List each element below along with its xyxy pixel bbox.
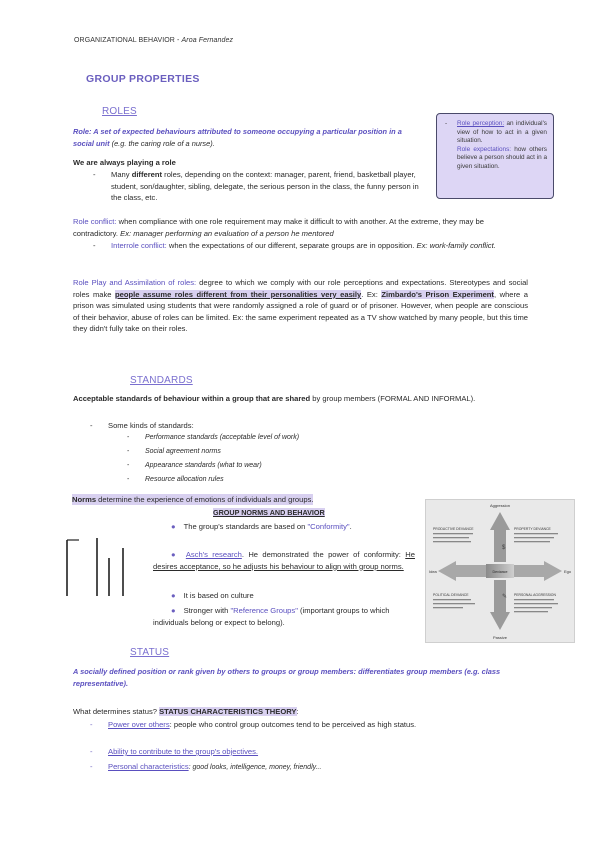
status-bullet-3 (90, 761, 322, 774)
list-item: - Social agreement norms (127, 448, 221, 455)
bullet-text-rest: roles, depending on the context: manager, parent, friend, basketball player, student, son/daughter, sibling, delegate, the serious person in the class, the funny person in the class, etc. (111, 170, 419, 202)
interrole-example: Ex: work-family conflict. (414, 241, 496, 250)
asch-research-link[interactable]: Asch's research (185, 550, 242, 559)
perception-label: Role perception: (457, 120, 505, 127)
interrole-text: when the expectations of our different, separate groups are in opposition. (166, 241, 415, 250)
dash-marker: - (90, 762, 93, 771)
status-definition: A socially defined position or rank given by others to groups or group members: differentiates group members (e.g. class representative). (73, 667, 501, 688)
role-conflict (73, 216, 528, 239)
page-title: GROUP PROPERTIES (86, 73, 200, 85)
bullet-text: : people who control group outcomes tend to be perceived as high status. (169, 720, 417, 729)
standard-item: Social agreement norms (145, 448, 221, 455)
diagram-bottom-label: Passive (492, 635, 508, 640)
role-callout-box (436, 113, 554, 199)
bullet-text: Many (111, 170, 132, 179)
arrow-mark-down: ✎ (502, 594, 508, 600)
deviance-diagram (425, 499, 575, 643)
group-norms-heading: GROUP NORMS AND BEHAVIOR (213, 508, 325, 517)
roles-heading: ROLES (102, 106, 137, 117)
bullet-dot: ● (171, 522, 176, 531)
kinds-bullet (90, 420, 194, 431)
bullet-dot: ● (171, 591, 176, 600)
dash-marker: - (90, 421, 93, 430)
standard-item: Resource allocation rules (145, 476, 224, 483)
power-over-others-link[interactable]: Power over others (108, 720, 170, 729)
diagram-top-label: Aggression (489, 503, 511, 508)
bullet-text-end: . (349, 522, 352, 531)
diagram-right-label: Ego (564, 569, 572, 574)
dash-marker: - (90, 720, 93, 729)
bullet-text: . He demonstrated the power of conformity: (241, 550, 406, 559)
bullet-text: The group's standards are based on (183, 522, 308, 531)
role-definition (73, 126, 423, 149)
role-assimilation (73, 277, 528, 335)
norms-bold: Norms (72, 495, 97, 504)
list-item: - Performance standards (acceptable level of work) (127, 434, 300, 441)
norms-bullet-1 (153, 521, 415, 533)
bullet-text: Stronger with (183, 606, 231, 615)
diagram-svg (426, 500, 574, 642)
zimbardo-experiment: Zimbardo's Prison Experiment (381, 289, 494, 299)
role-def-text: A set of expected behaviours attributed to someone occupying a particular position in a social unit (73, 127, 402, 148)
kinds-text: Some kinds of standards: (108, 421, 194, 430)
ability-contribute-link[interactable]: Ability to contribute to the group's objectives. (108, 747, 259, 756)
standard-item: Appearance standards (what to wear) (145, 462, 262, 469)
page-header (74, 37, 233, 44)
bullet-text: It is based on culture (183, 591, 254, 600)
role-def-example: (e.g. the caring role of a nurse). (109, 138, 215, 148)
norms-bullet-4 (153, 605, 415, 628)
diagram-center-label: Deviance (492, 570, 508, 574)
status-theory: STATUS CHARACTERISTICS THEORY (159, 707, 297, 716)
norms-rest: determine the experience of emotions of individuals and groups. (96, 495, 314, 504)
bullet-bold: different (131, 170, 163, 179)
quadrant-4-label: PERSONAL AGGRESSION (514, 593, 556, 597)
arrow-left (438, 561, 494, 581)
quadrant-1-label: PRODUCTIVE DEVIANCE (433, 527, 474, 531)
arrow-up (490, 512, 510, 562)
conflict-example: Ex: manager performing an evaluation of a person he mentored (118, 228, 334, 238)
assim-text-2: . Ex: (361, 289, 382, 299)
list-item: - Appearance standards (what to wear) (127, 462, 262, 469)
bullet-underlined: He desires acceptance, so he adjusts his behaviour to align with group norms. (153, 550, 415, 571)
standards-heading: STANDARDS (130, 375, 193, 386)
dash-marker: - (93, 170, 96, 179)
perception-text: an individual's view of how to act in a given situation. (457, 120, 547, 145)
expectations-label: Role expectations: (457, 145, 512, 153)
header-separator: - (174, 37, 182, 44)
interrole-bullet (93, 240, 528, 252)
assim-text-3: , where a prison was simulated using students that were randomly assigned a role of guard or of prisoner. However, when people are conscious of their behavior, abuse of roles can be limited. Ex: the same experiment repeated as a TV show watched by many people, but this time they didn't fully take on their roles. (73, 289, 528, 333)
bullet-dot: ● (171, 550, 178, 559)
arrow-right (506, 561, 562, 581)
dash-marker: - (90, 747, 93, 756)
dash-marker: - (93, 241, 96, 250)
norms-line (72, 494, 313, 505)
standards-def-bold: Acceptable standards of behaviour within a group that are shared (73, 394, 311, 403)
always-playing: We are always playing a role (73, 158, 176, 167)
status-bullet-2 (90, 746, 259, 758)
interrole-label: Interrole conflict: (111, 241, 167, 250)
arrow-mark-up: $ (502, 545, 506, 551)
list-item: - Resource allocation rules (127, 476, 224, 483)
assim-text-1: degree to which we comply with our role perceptions and expectations. Stereotypes and social roles make (73, 278, 528, 299)
personal-characteristics-link[interactable]: Personal characteristics (108, 762, 189, 771)
quadrant-2-label: PROPERTY DEVIANCE (514, 527, 551, 531)
status-heading: STATUS (130, 647, 170, 658)
assim-label: Role Play and Assimilation of roles: (73, 278, 197, 287)
roles-bullet (93, 169, 431, 204)
course-name: ORGANIZATIONAL BEHAVIOR (74, 37, 175, 44)
standards-def-rest: by group members (FORMAL AND INFORMAL). (310, 394, 476, 403)
standards-definition (73, 393, 528, 405)
standard-item: Performance standards (acceptable level of work) (145, 434, 300, 441)
bullet-text: : good looks, intelligence, money, friendly... (188, 764, 322, 771)
bullet-dot: ● (171, 606, 176, 615)
conflict-text: when compliance with one role requirement may make it difficult to with another. At the extreme, they may be contradictory. (73, 217, 484, 238)
quadrant-3-label: POLITICAL DEVIANCE (433, 593, 469, 597)
diagram-left-label: Idea (429, 569, 437, 574)
conflict-label: Role conflict: (73, 217, 117, 226)
status-question-text: What determines status? (73, 707, 160, 716)
expectations-text: how others believe a person should act in a given situation. (457, 145, 547, 170)
dash-marker: - (445, 120, 448, 127)
asch-lines-figure (65, 532, 135, 612)
status-question (73, 706, 528, 718)
status-question-colon: : (296, 707, 299, 716)
status-bullet-1 (90, 719, 528, 731)
arrow-down (490, 580, 510, 630)
reference-groups-term: "Reference Groups" (230, 606, 298, 615)
norms-bullet-3 (153, 590, 415, 602)
conformity-term: "Conformity" (307, 522, 350, 531)
role-def-label: Role: (73, 127, 92, 136)
assim-highlight: people assume roles different from their personalities very easily (115, 289, 362, 299)
bullet-text-end: (important groups to which individuals belong or expect to belong). (153, 606, 390, 627)
author-name: Aroa Fernandez (181, 37, 234, 44)
norms-bullet-2 (153, 549, 415, 572)
